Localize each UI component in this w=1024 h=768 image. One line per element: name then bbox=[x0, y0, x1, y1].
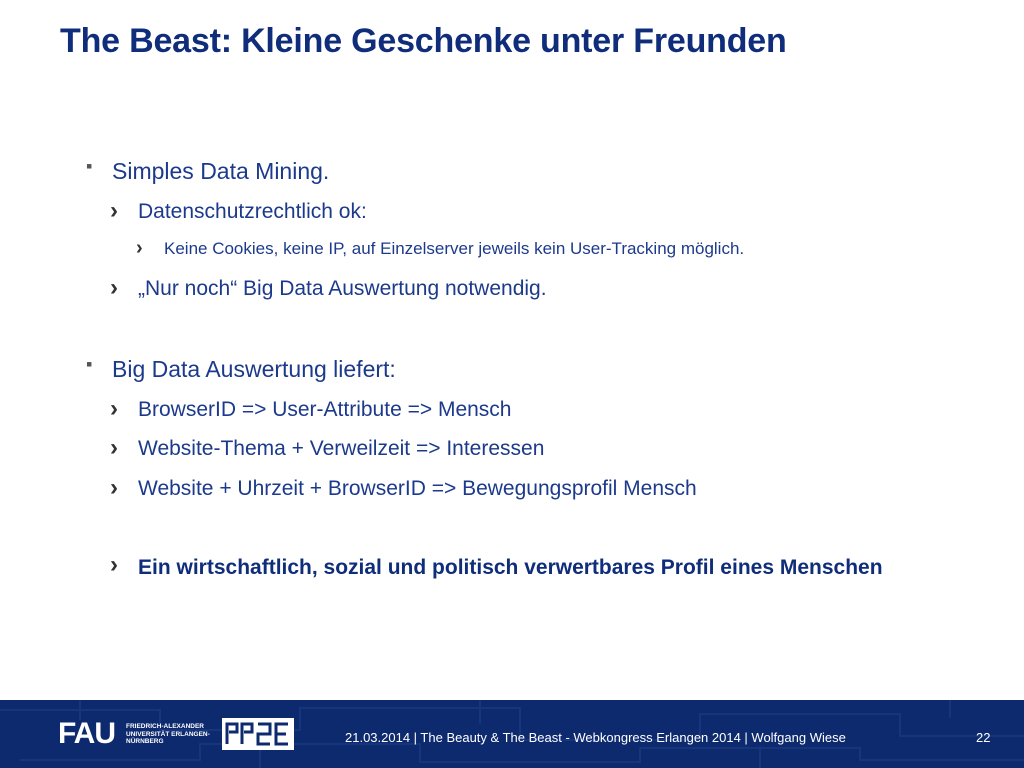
page-number: 22 bbox=[976, 730, 991, 745]
bullet-text: Datenschutzrechtlich ok: bbox=[138, 200, 367, 223]
slide-title: The Beast: Kleine Geschenke unter Freunden bbox=[60, 22, 787, 60]
fau-logo-letters: FAU bbox=[58, 717, 115, 750]
square-bullet-icon: ▪ bbox=[86, 354, 93, 374]
fau-logo-subtitle: FRIEDRICH-ALEXANDER UNIVERSITÄT ERLANGEN-NÜRNBERG bbox=[126, 723, 210, 745]
bullet-text: Simples Data Mining. bbox=[112, 158, 330, 184]
bullet-simples-data-mining bbox=[86, 156, 330, 185]
chevron-right-icon: › bbox=[110, 395, 118, 422]
bullet-browserid bbox=[110, 395, 512, 422]
bullet-text: Ein wirtschaftlich, sozial und politisch verwertbares Profil eines Menschen bbox=[138, 556, 883, 579]
square-bullet-icon: ▪ bbox=[86, 156, 93, 176]
chevron-right-icon: › bbox=[110, 197, 118, 224]
bullet-website-thema bbox=[110, 434, 545, 461]
rrze-logo bbox=[222, 718, 294, 750]
chevron-right-icon: › bbox=[110, 274, 118, 301]
footer-text: 21.03.2014 | The Beauty & The Beast - Webkongress Erlangen 2014 | Wolfgang Wiese bbox=[345, 730, 846, 745]
chevron-right-icon: › bbox=[136, 237, 143, 259]
bullet-text: Website + Uhrzeit + BrowserID => Bewegungsprofil Mensch bbox=[138, 477, 697, 500]
bullet-text: Big Data Auswertung liefert: bbox=[112, 356, 396, 382]
bullet-profil bbox=[110, 551, 938, 585]
bullet-keine-cookies bbox=[136, 237, 745, 259]
bullet-nur-noch bbox=[110, 274, 547, 301]
bullet-text: „Nur noch“ Big Data Auswertung notwendig. bbox=[138, 277, 547, 300]
bullet-big-data bbox=[86, 354, 396, 383]
chevron-right-icon: › bbox=[110, 434, 118, 461]
bullet-text: Website-Thema + Verweilzeit => Interessen bbox=[138, 437, 545, 460]
chevron-right-icon: › bbox=[110, 474, 118, 501]
bullet-datenschutz bbox=[110, 197, 367, 224]
fau-logo bbox=[58, 717, 210, 750]
chevron-right-icon: › bbox=[110, 551, 118, 578]
bullet-text: Keine Cookies, keine IP, auf Einzelserver jeweils kein User-Tracking möglich. bbox=[164, 239, 745, 258]
bullet-website-uhrzeit bbox=[110, 474, 697, 501]
bullet-text: BrowserID => User-Attribute => Mensch bbox=[138, 398, 512, 421]
